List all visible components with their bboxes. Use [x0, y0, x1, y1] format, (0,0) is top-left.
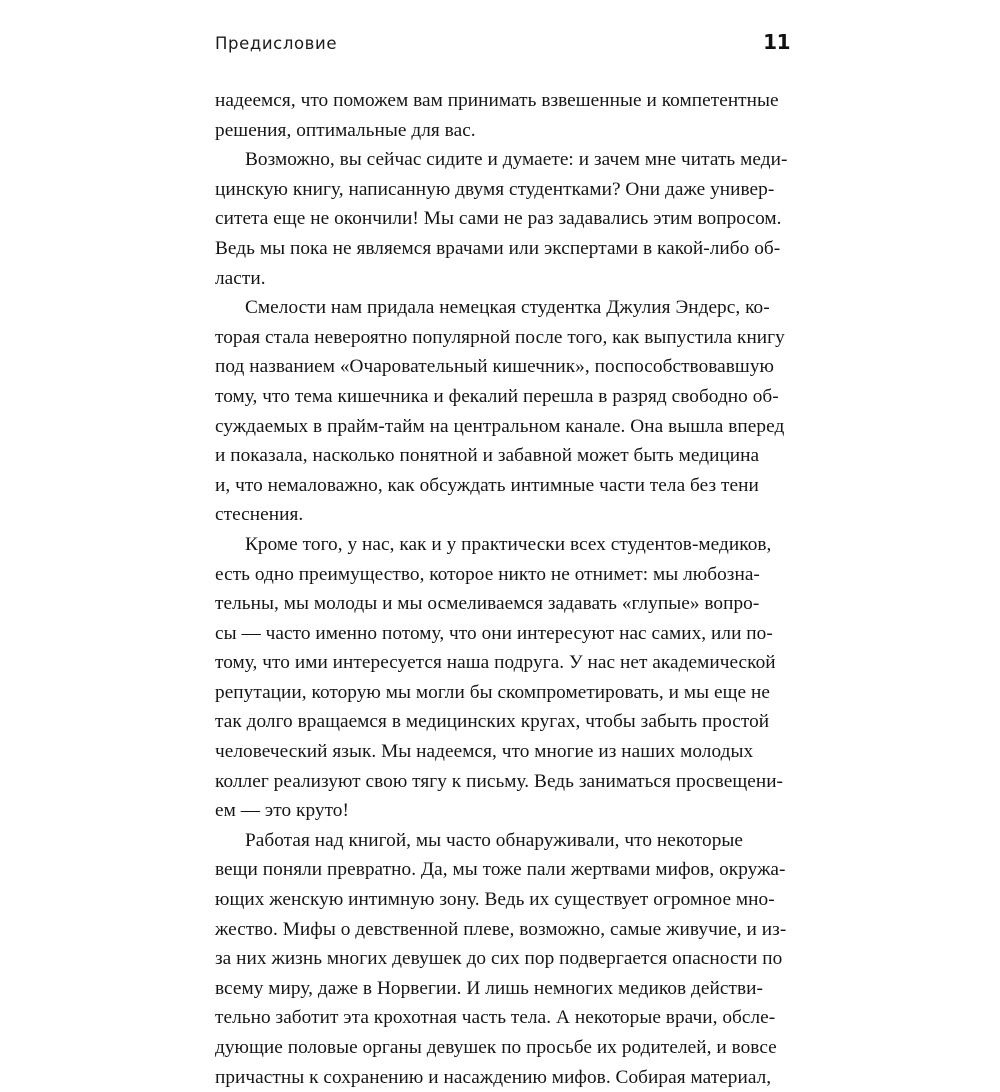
paragraph: [215, 145, 791, 293]
text-line: причастны к сохранению и насаждению мифов. Собирая материал,: [215, 1066, 772, 1088]
page-number: 11: [763, 30, 790, 54]
text-line: и показала, насколько понятной и забавной может быть медицина: [215, 445, 760, 467]
text-line: сы — часто именно потому, что они интересуют нас самих, или по-: [215, 622, 773, 644]
text-line: тельно заботит эта крохотная часть тела. А некоторые врачи, обсле-: [215, 1007, 776, 1029]
text-line: за них жизнь многих девушек до сих пор подвергается опасности по: [215, 948, 783, 970]
text-line: тому, что ими интересуется наша подруга. У нас нет академической: [215, 652, 776, 674]
text-line: есть одно преимущество, которое никто не отнимет: мы любозна-: [215, 563, 760, 585]
text-line: суждаемых в прайм-тайм на центральном канале. Она вышла вперед: [215, 415, 785, 437]
running-header-title: Предисловие: [215, 34, 338, 53]
text-line: Кроме того, у нас, как и у практически всех студентов-медиков,: [245, 533, 772, 555]
text-line: ситета еще не окончили! Мы сами не раз задавались этим вопросом.: [215, 208, 782, 230]
text-line: человеческий язык. Мы надеемся, что многие из наших молодых: [215, 741, 754, 763]
text-line: коллег реализуют свою тягу к письму. Ведь заниматься просвещени-: [215, 770, 784, 792]
text-line: решения, оптимальные для вас.: [215, 119, 476, 141]
text-line: так долго вращаемся в медицинских кругах, чтобы забыть простой: [215, 711, 770, 733]
text-line: Смелости нам придала немецкая студентка Джулия Эндерс, ко-: [245, 297, 770, 319]
text-line: репутации, которую мы могли бы скомпрометировать, и мы еще не: [215, 681, 770, 703]
text-line: ем — это круто!: [215, 800, 349, 822]
text-line: Ведь мы пока не являемся врачами или экспертами в какой-либо об-: [215, 237, 781, 259]
text-line: и, что немаловажно, как обсуждать интимные части тела без тени: [215, 474, 759, 496]
body-text-block: [215, 86, 791, 1092]
text-line: тельны, мы молоды и мы осмеливаемся задавать «глупые» вопро-: [215, 593, 760, 615]
text-line: под названием «Очаровательный кишечник», поспособствовавшую: [215, 356, 774, 378]
text-line: стеснения.: [215, 504, 304, 526]
running-header: [215, 30, 790, 56]
text-line: тому, что тема кишечника и фекалий перешла в разряд свободно об-: [215, 385, 779, 407]
paragraph: [215, 530, 791, 826]
text-line: жество. Мифы о девственной плеве, возможно, самые живучие, и из-: [215, 918, 787, 940]
text-line: Работая над книгой, мы часто обнаруживали, что некоторые: [245, 829, 743, 851]
text-line: Возможно, вы сейчас сидите и думаете: и зачем мне читать меди-: [245, 149, 788, 171]
paragraph: [215, 86, 791, 145]
text-line: торая стала невероятно популярной после того, как выпустила книгу: [215, 326, 785, 348]
text-line: всему миру, даже в Норвегии. И лишь немногих медиков действи-: [215, 977, 763, 999]
text-line: дующие половые органы девушек по просьбе их родителей, и вовсе: [215, 1037, 777, 1058]
text-line: цинскую книгу, написанную двумя студентками? Они даже универ-: [215, 178, 775, 200]
paragraph: [215, 293, 791, 530]
text-line: ющих женскую интимную зону. Ведь их существует огромное мно-: [215, 889, 775, 911]
text-line: надеемся, что поможем вам принимать взвешенные и компетентные: [215, 90, 779, 111]
text-line: ласти.: [215, 267, 266, 289]
paragraph: [215, 826, 791, 1092]
text-line: вещи поняли превратно. Да, мы тоже пали жертвами мифов, окружа-: [215, 859, 786, 881]
